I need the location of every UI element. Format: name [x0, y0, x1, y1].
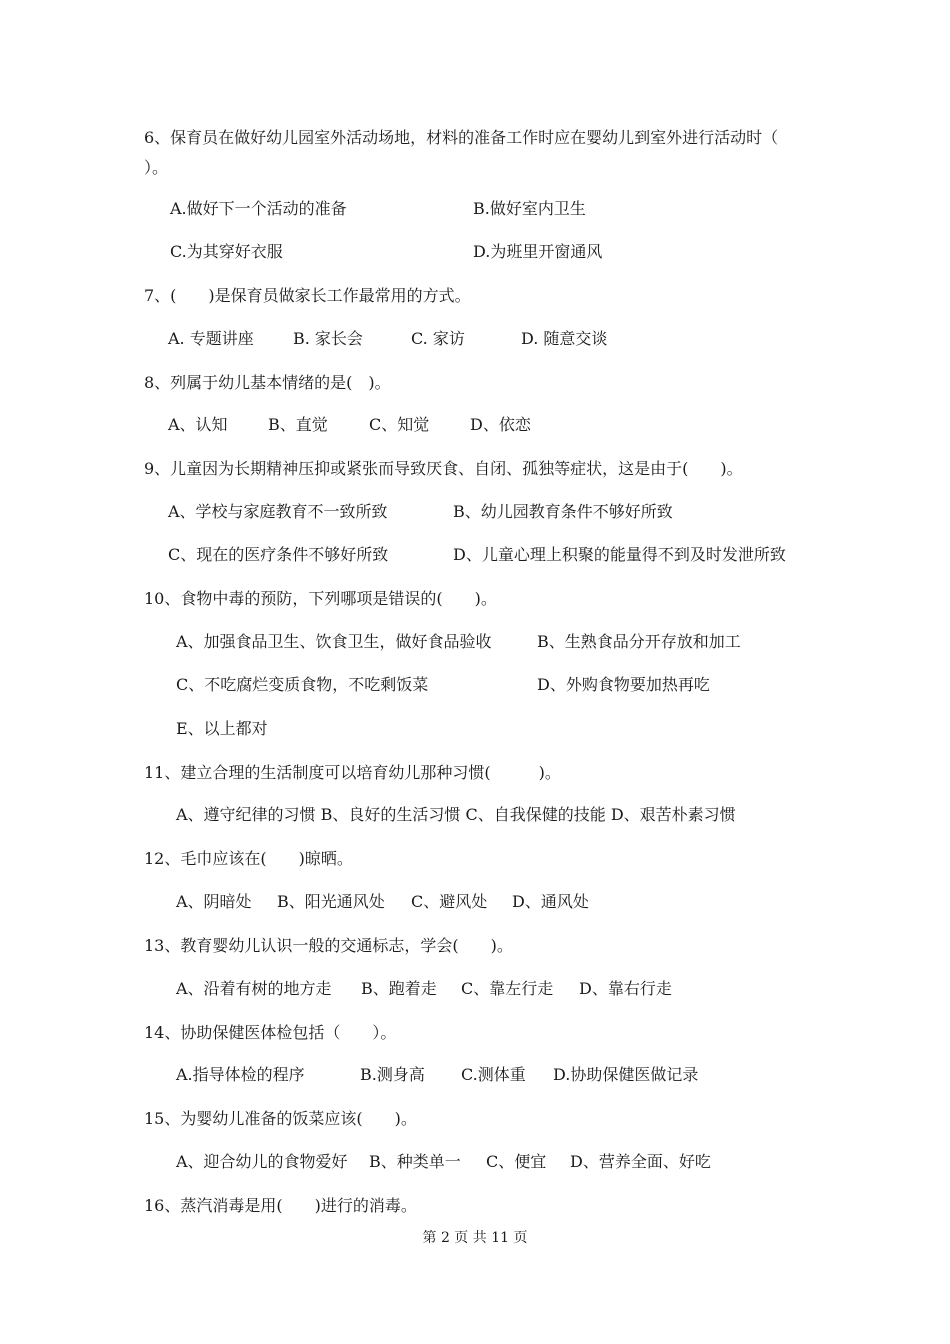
question-15-option-c: C、便宜 [486, 1152, 547, 1171]
question-8-option-c: C、知觉 [369, 415, 430, 434]
question-6-option-d: D.为班里开窗通风 [473, 242, 603, 261]
question-7-stem: 7、( )是保育员做家长工作最常用的方式。 [144, 286, 471, 305]
question-11-stem: 11、建立合理的生活制度可以培育幼儿那种习惯( )。 [144, 763, 561, 782]
question-6-option-c: C.为其穿好衣服 [170, 242, 283, 261]
page-number-footer: 第 2 页 共 11 页 [422, 1230, 528, 1246]
question-16-stem: 16、蒸汽消毒是用( )进行的消毒。 [144, 1196, 417, 1215]
question-10-option-e: E、以上都对 [176, 719, 268, 738]
question-10-option-c: C、不吃腐烂变质食物，不吃剩饭菜 [176, 675, 429, 694]
question-10-stem: 10、食物中毒的预防，下列哪项是错误的( )。 [144, 589, 497, 608]
question-13-option-c: C、靠左行走 [461, 979, 554, 998]
question-12-stem: 12、毛巾应该在( )晾晒。 [144, 849, 353, 868]
question-6-stem-line1: 6、保育员在做好幼儿园室外活动场地，材料的准备工作时应在婴幼儿到室外进行活动时（ [144, 128, 779, 147]
question-9-option-d: D、儿童心理上积聚的能量得不到及时发泄所致 [453, 545, 786, 564]
question-7-option-a: A. 专题讲座 [168, 329, 254, 348]
question-8-option-d: D、依恋 [470, 415, 531, 434]
question-13-option-d: D、靠右行走 [579, 979, 672, 998]
question-9-option-b: B、幼儿园教育条件不够好所致 [453, 502, 673, 521]
question-15-option-b: B、种类单一 [369, 1152, 461, 1171]
question-7-option-d: D. 随意交谈 [521, 329, 608, 348]
question-6-stem-line2: ）。 [144, 158, 169, 177]
question-9-option-a: A、学校与家庭教育不一致所致 [168, 502, 388, 521]
question-12-option-b: B、阳光通风处 [277, 892, 385, 911]
question-13-option-a: A、沿着有树的地方走 [176, 979, 332, 998]
question-8-option-b: B、直觉 [268, 415, 328, 434]
question-12-option-d: D、通风处 [512, 892, 589, 911]
question-10-option-a: A、加强食品卫生、饮食卫生，做好食品验收 [176, 632, 492, 651]
question-13-option-b: B、跑着走 [361, 979, 437, 998]
question-9-stem: 9、儿童因为长期精神压抑或紧张而导致厌食、自闭、孤独等症状，这是由于( )。 [144, 459, 743, 478]
question-7-option-c: C. 家访 [411, 329, 465, 348]
question-12-option-a: A、阴暗处 [176, 892, 252, 911]
question-8-stem: 8、列属于幼儿基本情绪的是( )。 [144, 373, 391, 392]
question-12-option-c: C、避风处 [411, 892, 488, 911]
question-10-option-b: B、生熟食品分开存放和加工 [537, 632, 741, 651]
question-15-stem: 15、为婴幼儿准备的饭菜应该( )。 [144, 1109, 417, 1128]
question-14-stem: 14、协助保健医体检包括（ ）。 [144, 1023, 397, 1042]
question-10-option-d: D、外购食物要加热再吃 [537, 675, 710, 694]
question-6-option-b: B.做好室内卫生 [473, 199, 586, 218]
question-15-option-a: A、迎合幼儿的食物爱好 [176, 1152, 348, 1171]
question-14-option-d: D.协助保健医做记录 [553, 1065, 699, 1084]
question-9-option-c: C、现在的医疗条件不够好所致 [168, 545, 389, 564]
question-11-options: A、遵守纪律的习惯 B、良好的生活习惯 C、自我保健的技能 D、艰苦朴素习惯 [176, 805, 736, 824]
question-6-option-a: A.做好下一个活动的准备 [170, 199, 347, 218]
question-14-option-c: C.测体重 [461, 1065, 526, 1084]
question-7-option-b: B. 家长会 [293, 329, 363, 348]
question-8-option-a: A、认知 [168, 415, 228, 434]
question-15-option-d: D、营养全面、好吃 [570, 1152, 711, 1171]
question-14-option-b: B.测身高 [360, 1065, 425, 1084]
question-14-option-a: A.指导体检的程序 [176, 1065, 305, 1084]
question-13-stem: 13、教育婴幼儿认识一般的交通标志，学会( )。 [144, 936, 513, 955]
